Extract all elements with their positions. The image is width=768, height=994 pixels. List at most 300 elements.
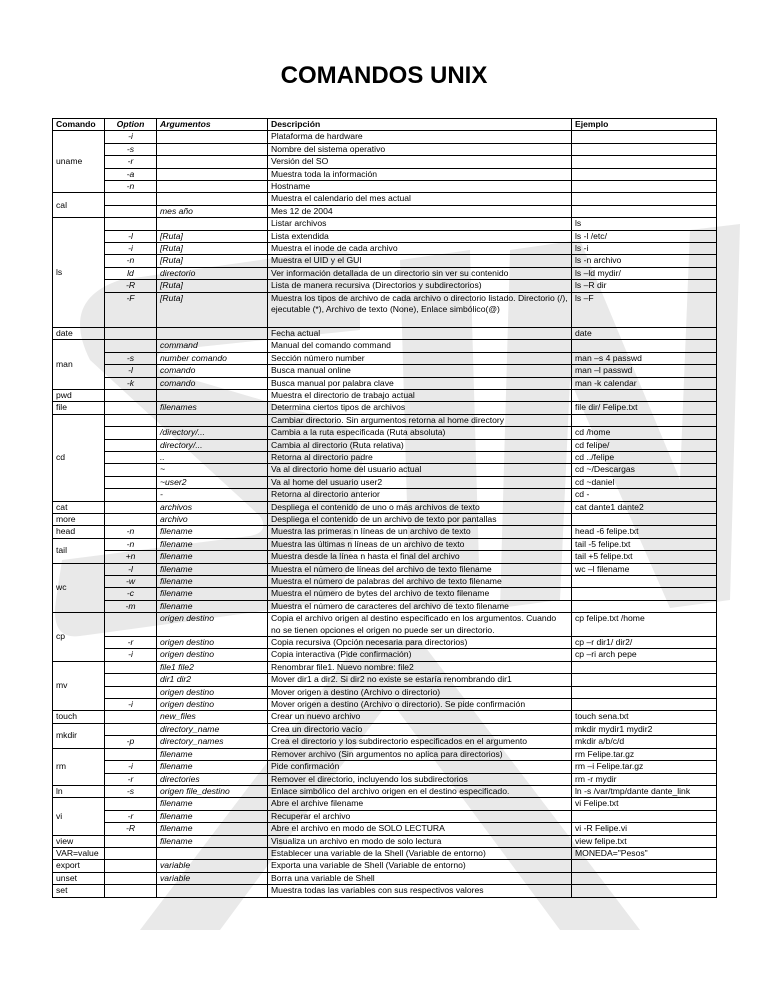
cell-description: Lista de manera recursiva (Directorios y subdirectorios) [268, 280, 572, 292]
cell-argument [157, 414, 268, 426]
cell-description: Muestra las últimas n líneas de un archivo de texto [268, 538, 572, 550]
cell-description: Muestra desde la línea n hasta el final del archivo [268, 551, 572, 563]
cell-description: Hostname [268, 181, 572, 193]
cell-description: Busca manual online [268, 365, 572, 377]
cell-example: ls –R dir [572, 280, 717, 292]
cell-description: Crea un directorio vacío [268, 723, 572, 735]
cell-argument: filename [157, 835, 268, 847]
cell-option [105, 798, 157, 810]
cell-argument [157, 327, 268, 339]
cell-argument: ~ [157, 464, 268, 476]
cell-description: Despliega el contenido de un archivo de texto por pantallas [268, 513, 572, 525]
table-row [53, 267, 717, 279]
table-row [53, 255, 717, 267]
cell-argument: origen destino [157, 637, 268, 649]
table-row [53, 699, 717, 711]
cell-option [105, 327, 157, 339]
table-row [53, 773, 717, 785]
cell-option: -a [105, 168, 157, 180]
cell-argument: directory_names [157, 736, 268, 748]
cell-option: -w [105, 576, 157, 588]
cell-description: Lista extendida [268, 230, 572, 242]
cell-description: Muestra el calendario del mes actual [268, 193, 572, 205]
table-row [53, 143, 717, 155]
cell-example [572, 661, 717, 673]
cell-option [105, 389, 157, 401]
page-title: COMANDOS UNIX [280, 62, 488, 89]
cell-command: rm [53, 748, 105, 785]
table-row [53, 563, 717, 575]
cell-example: cd - [572, 489, 717, 501]
cell-argument: origen destino [157, 686, 268, 698]
cell-example: cd ~daniel [572, 476, 717, 488]
cell-description: Cambia al directorio (Ruta relativa) [268, 439, 572, 451]
cell-argument: number comando [157, 352, 268, 364]
cell-option [105, 501, 157, 513]
cell-option: +n [105, 551, 157, 563]
cell-argument: - [157, 489, 268, 501]
cell-argument: command [157, 340, 268, 352]
cell-argument: comando [157, 365, 268, 377]
cell-description: Remover archivo (Sin argumentos no aplica para directorios) [268, 748, 572, 760]
cell-description: Muestra el directorio de trabajo actual [268, 389, 572, 401]
cell-option [105, 613, 157, 637]
cell-argument: filename [157, 526, 268, 538]
cell-description: Muestra el UID y el GUI [268, 255, 572, 267]
cell-example: vi Felipe.txt [572, 798, 717, 810]
cell-command: view [53, 835, 105, 847]
cell-argument: archivo [157, 513, 268, 525]
table-row [53, 723, 717, 735]
cell-example: MONEDA="Pesos" [572, 847, 717, 859]
cell-command: VAR=value [53, 847, 105, 859]
cell-argument [157, 156, 268, 168]
cell-example [572, 340, 717, 352]
cell-description: Mover origen a destino (Archivo o directorio). Se pide confirmación [268, 699, 572, 711]
cell-example: man –l passwd [572, 365, 717, 377]
table-row [53, 427, 717, 439]
cell-description: Manual del comando command [268, 340, 572, 352]
cell-example: ls –F [572, 292, 717, 327]
table-row [53, 748, 717, 760]
cell-description: Mes 12 de 2004 [268, 205, 572, 217]
cell-option [105, 427, 157, 439]
cell-description: Copia recursiva (Opción necesaria para directorios) [268, 637, 572, 649]
cell-command: touch [53, 711, 105, 723]
cell-argument: ~user2 [157, 476, 268, 488]
cell-argument: origen file_destino [157, 785, 268, 797]
cell-description: Mover dir1 a dir2. Si dir2 no existe se estaría renombrando dir1 [268, 674, 572, 686]
cell-argument: directory/... [157, 439, 268, 451]
table-row [53, 377, 717, 389]
cell-argument: filename [157, 538, 268, 550]
cell-command: wc [53, 563, 105, 613]
cell-command: more [53, 513, 105, 525]
table-row [53, 193, 717, 205]
cell-option [105, 513, 157, 525]
cell-option: -m [105, 600, 157, 612]
cell-description: Muestra el número de bytes del archivo de texto filename [268, 588, 572, 600]
table-row [53, 414, 717, 426]
table-row [53, 810, 717, 822]
cell-description: Crea el directorio y los subdirectorio especificados en el argumento [268, 736, 572, 748]
cell-example: cp –ri arch pepe [572, 649, 717, 661]
table-row [53, 588, 717, 600]
cell-option: -i [105, 649, 157, 661]
cell-argument: directories [157, 773, 268, 785]
cell-command: pwd [53, 389, 105, 401]
table-row [53, 661, 717, 673]
table-row [53, 489, 717, 501]
cell-argument: filename [157, 600, 268, 612]
table-row [53, 280, 717, 292]
cell-description: Copia interactiva (Pide confirmación) [268, 649, 572, 661]
cell-description: Muestra el número de palabras del archivo de texto filename [268, 576, 572, 588]
cell-description: Ver información detallada de un directorio sin ver su contenido [268, 267, 572, 279]
cell-description: Retorna al directorio padre [268, 451, 572, 463]
cell-argument [157, 885, 268, 897]
cell-example: mkdir mydir1 mydir2 [572, 723, 717, 735]
cell-description: Muestra el número de líneas del archivo de texto filename [268, 563, 572, 575]
table-row [53, 451, 717, 463]
header-descripcion: Descripción [268, 119, 572, 131]
table-row [53, 365, 717, 377]
table-row [53, 526, 717, 538]
cell-option: -n [105, 538, 157, 550]
cell-option: -i [105, 761, 157, 773]
cell-argument: origen destino [157, 699, 268, 711]
cell-argument: variable [157, 860, 268, 872]
table-row [53, 847, 717, 859]
table-row [53, 501, 717, 513]
cell-example [572, 872, 717, 884]
table-row [53, 168, 717, 180]
table-row [53, 872, 717, 884]
cell-argument [157, 181, 268, 193]
table-row [53, 600, 717, 612]
cell-option: -i [105, 131, 157, 143]
cell-argument: filename [157, 588, 268, 600]
cell-description: Visualiza un archivo en modo de solo lectura [268, 835, 572, 847]
cell-argument: variable [157, 872, 268, 884]
cell-description: Muestra las primeras n líneas de un archivo de texto [268, 526, 572, 538]
cell-command: man [53, 340, 105, 390]
cell-argument: [Ruta] [157, 255, 268, 267]
cell-example [572, 576, 717, 588]
cell-example [572, 588, 717, 600]
cell-option: -k [105, 377, 157, 389]
cell-example [572, 513, 717, 525]
table-row [53, 243, 717, 255]
cell-command: file [53, 402, 105, 414]
cell-command: head [53, 526, 105, 538]
cell-option: -s [105, 352, 157, 364]
cell-argument: archivos [157, 501, 268, 513]
cell-option [105, 872, 157, 884]
cell-example: cp felipe.txt /home [572, 613, 717, 637]
cell-option [105, 439, 157, 451]
cell-example: ls -n archivo [572, 255, 717, 267]
cell-example [572, 389, 717, 401]
cell-argument [157, 218, 268, 230]
cell-example [572, 205, 717, 217]
cell-option [105, 661, 157, 673]
cell-example [572, 674, 717, 686]
cell-argument: comando [157, 377, 268, 389]
table-row [53, 230, 717, 242]
cell-description: Sección número number [268, 352, 572, 364]
cell-example: ls -l /etc/ [572, 230, 717, 242]
cell-example [572, 193, 717, 205]
cell-description: Listar archivos [268, 218, 572, 230]
cell-option [105, 885, 157, 897]
table-row [53, 823, 717, 835]
cell-command: export [53, 860, 105, 872]
cell-description: Recuperar el archivo [268, 810, 572, 822]
cell-argument: filename [157, 761, 268, 773]
cell-example [572, 181, 717, 193]
cell-option: -r [105, 773, 157, 785]
cell-example [572, 860, 717, 872]
cell-option: ld [105, 267, 157, 279]
cell-argument: /directory/... [157, 427, 268, 439]
cell-description: Establecer una variable de la Shell (Variable de entorno) [268, 847, 572, 859]
cell-description: Muestra el número de caracteres del archivo de texto filename [268, 600, 572, 612]
cell-argument: directory_name [157, 723, 268, 735]
table-row [53, 292, 717, 327]
table-row [53, 327, 717, 339]
table-row [53, 835, 717, 847]
table-row [53, 885, 717, 897]
cell-argument: [Ruta] [157, 243, 268, 255]
cell-option: -r [105, 810, 157, 822]
cell-option [105, 847, 157, 859]
cell-argument: filename [157, 823, 268, 835]
cell-option: -r [105, 156, 157, 168]
cell-description: Determina ciertos tipos de archivos [268, 402, 572, 414]
cell-description: Exporta una variable de Shell (Variable de entorno) [268, 860, 572, 872]
cell-example [572, 131, 717, 143]
cell-example [572, 600, 717, 612]
table-row [53, 798, 717, 810]
table-row [53, 340, 717, 352]
cell-description: Remover el directorio, incluyendo los subdirectorios [268, 773, 572, 785]
cell-option [105, 193, 157, 205]
table-row [53, 439, 717, 451]
table-row [53, 131, 717, 143]
cell-argument: origen destino [157, 613, 268, 637]
cell-argument: [Ruta] [157, 280, 268, 292]
cell-option [105, 686, 157, 698]
cell-description: Copia el archivo origen al destino especificado en los argumentos. Cuando no se tienen opciones el origen no puede ser un directorio. [268, 613, 572, 637]
header-option: Option [105, 119, 157, 131]
cell-command: ls [53, 218, 105, 328]
cell-example: ls -i [572, 243, 717, 255]
cell-option [105, 402, 157, 414]
cell-description: Busca manual por palabra clave [268, 377, 572, 389]
cell-command: ln [53, 785, 105, 797]
table-row [53, 389, 717, 401]
cell-option: -n [105, 181, 157, 193]
cell-argument: filenames [157, 402, 268, 414]
cell-option [105, 451, 157, 463]
cell-description: Cambiar directorio. Sin argumentos retorna al home directory [268, 414, 572, 426]
cell-example: rm Felipe.tar.gz [572, 748, 717, 760]
cell-description: Retorna al directorio anterior [268, 489, 572, 501]
cell-argument [157, 193, 268, 205]
cell-example: file dir/ Felipe.txt [572, 402, 717, 414]
cell-description: Mover origen a destino (Archivo o directorio) [268, 686, 572, 698]
cell-command: mkdir [53, 723, 105, 748]
cell-description: Fecha actual [268, 327, 572, 339]
cell-argument: filename [157, 563, 268, 575]
cell-option: -l [105, 230, 157, 242]
cell-example: rm -r mydir [572, 773, 717, 785]
cell-example: cp –r dir1/ dir2/ [572, 637, 717, 649]
cell-option [105, 674, 157, 686]
cell-description: Abre el archive filename [268, 798, 572, 810]
cell-argument [157, 847, 268, 859]
cell-option [105, 464, 157, 476]
table-row [53, 402, 717, 414]
cell-option [105, 835, 157, 847]
cell-example: cd felipe/ [572, 439, 717, 451]
cell-example: ls [572, 218, 717, 230]
cell-argument: mes año [157, 205, 268, 217]
cell-argument [157, 143, 268, 155]
cell-example: date [572, 327, 717, 339]
cell-option: -n [105, 526, 157, 538]
cell-argument [157, 168, 268, 180]
table-row [53, 686, 717, 698]
cell-argument: new_files [157, 711, 268, 723]
cell-description: Enlace simbólico del archivo origen en el destino especificado. [268, 785, 572, 797]
cell-option [105, 489, 157, 501]
cell-argument: origen destino [157, 649, 268, 661]
cell-option: -c [105, 588, 157, 600]
cell-example [572, 414, 717, 426]
cell-option [105, 218, 157, 230]
cell-command: cal [53, 193, 105, 218]
cell-option: -n [105, 255, 157, 267]
table-row [53, 205, 717, 217]
cell-option: -l [105, 365, 157, 377]
cell-option: -l [105, 563, 157, 575]
cell-example [572, 885, 717, 897]
cell-argument: directorio [157, 267, 268, 279]
table-row [53, 637, 717, 649]
table-body [53, 131, 717, 897]
table-row [53, 576, 717, 588]
cell-description: Muestra los tipos de archivo de cada archivo o directorio listado. Directorio (/), ejecutable (*), Archivo de texto (None), Enlace simbólico(@) [268, 292, 572, 327]
header-ejemplo: Ejemplo [572, 119, 717, 131]
table-row [53, 674, 717, 686]
cell-option: -s [105, 143, 157, 155]
cell-example: cd ../felipe [572, 451, 717, 463]
cell-option [105, 723, 157, 735]
table-row [53, 649, 717, 661]
cell-command: mv [53, 661, 105, 711]
cell-command: uname [53, 131, 105, 193]
cell-example: mkdir a/b/c/d [572, 736, 717, 748]
cell-command: tail [53, 538, 105, 563]
header-argumentos: Argumentos [157, 119, 268, 131]
cell-example: cd ~/Descargas [572, 464, 717, 476]
cell-argument: filename [157, 551, 268, 563]
cell-argument: file1 file2 [157, 661, 268, 673]
cell-example: tail +5 felipe.txt [572, 551, 717, 563]
cell-example: rm –i Felipe.tar.gz [572, 761, 717, 773]
cell-example: cat dante1 dante2 [572, 501, 717, 513]
cell-option: -r [105, 637, 157, 649]
cell-command: cd [53, 414, 105, 501]
cell-description: Va al home del usuario user2 [268, 476, 572, 488]
table-row [53, 352, 717, 364]
cell-command: cat [53, 501, 105, 513]
cell-example: wc –l filename [572, 563, 717, 575]
table-row [53, 785, 717, 797]
cell-command: cp [53, 613, 105, 662]
table-header-row [53, 119, 717, 131]
cell-argument: filename [157, 798, 268, 810]
table-row [53, 156, 717, 168]
table-row [53, 538, 717, 550]
table-row [53, 476, 717, 488]
cell-option [105, 205, 157, 217]
cell-description: Pide confirmación [268, 761, 572, 773]
cell-example: cd /home [572, 427, 717, 439]
cell-example [572, 810, 717, 822]
cell-example [572, 156, 717, 168]
commands-table [52, 118, 717, 898]
cell-argument: filename [157, 810, 268, 822]
cell-description: Versión del SO [268, 156, 572, 168]
cell-example: view felipe.txt [572, 835, 717, 847]
cell-description: Plataforma de hardware [268, 131, 572, 143]
cell-option: -i [105, 699, 157, 711]
table-row [53, 736, 717, 748]
cell-description: Nombre del sistema operativo [268, 143, 572, 155]
cell-option [105, 748, 157, 760]
table-row [53, 761, 717, 773]
table-row [53, 181, 717, 193]
table-row [53, 551, 717, 563]
cell-option: -F [105, 292, 157, 327]
cell-option: -p [105, 736, 157, 748]
cell-example: man -k calendar [572, 377, 717, 389]
cell-description: Muestra todas las variables con sus respectivos valores [268, 885, 572, 897]
cell-command: date [53, 327, 105, 339]
cell-description: Muestra toda la información [268, 168, 572, 180]
table-row [53, 613, 717, 637]
cell-argument: filename [157, 576, 268, 588]
cell-option [105, 476, 157, 488]
cell-description: Crear un nuevo archivo [268, 711, 572, 723]
cell-example: touch sena.txt [572, 711, 717, 723]
cell-example: ls –ld mydir/ [572, 267, 717, 279]
cell-argument: filename [157, 748, 268, 760]
cell-argument: dir1 dir2 [157, 674, 268, 686]
cell-description: Abre el archivo en modo de SOLO LECTURA [268, 823, 572, 835]
cell-command: vi [53, 798, 105, 835]
cell-option: -R [105, 823, 157, 835]
table-row [53, 711, 717, 723]
cell-example [572, 168, 717, 180]
cell-example: man –s 4 passwd [572, 352, 717, 364]
cell-argument [157, 389, 268, 401]
cell-option: -R [105, 280, 157, 292]
cell-example: ln -s /var/tmp/dante dante_link [572, 785, 717, 797]
